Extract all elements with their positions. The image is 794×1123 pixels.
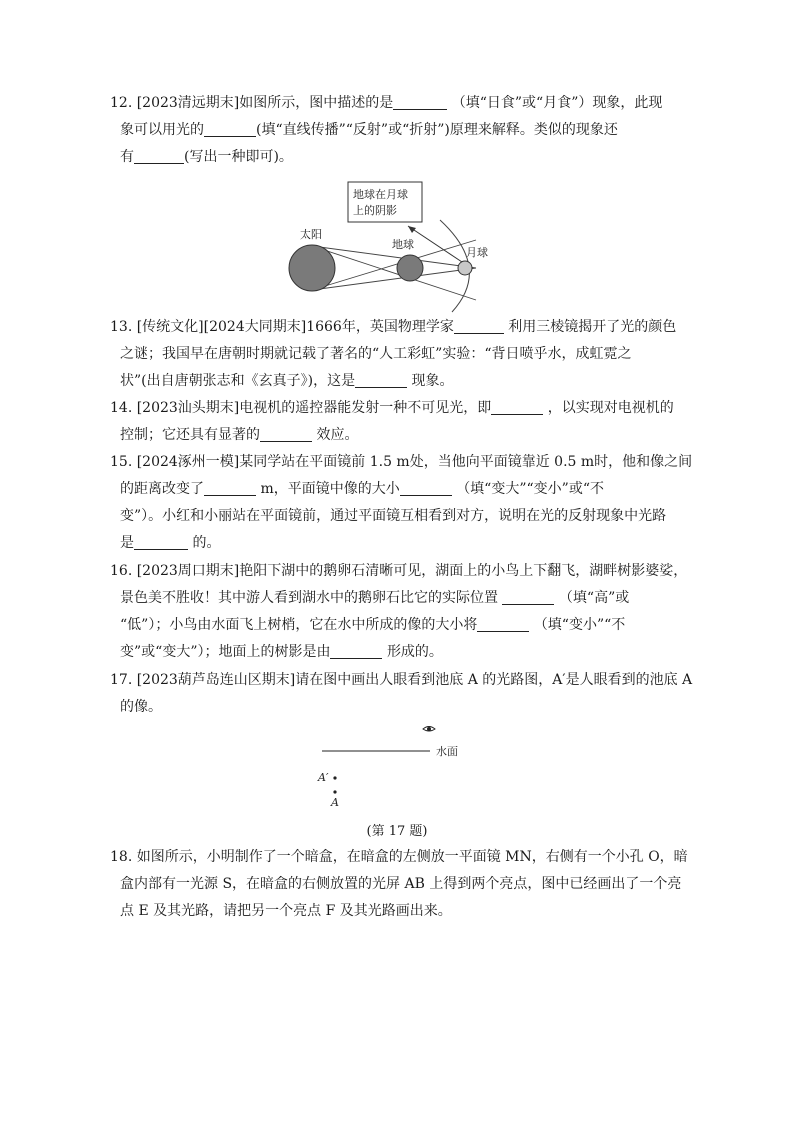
q16-blank-2[interactable] bbox=[477, 615, 529, 632]
q15-text-2c: （填“变大”“变小”或“不 bbox=[456, 481, 604, 497]
q15-text-4a: 是 bbox=[120, 535, 134, 551]
q12-text-3a: 有 bbox=[120, 149, 134, 165]
figure-17-caption: (第 17 题) bbox=[366, 824, 428, 839]
moon-label: 月球 bbox=[466, 246, 488, 259]
q12-text-2a: 象可以用光的 bbox=[120, 122, 204, 138]
q16-text-4b: 形成的。 bbox=[386, 644, 443, 660]
eye-icon bbox=[423, 727, 435, 732]
q15-text-1: 15. [2024涿州一模]某同学站在平面镜前 1.5 m处，当他向平面镜靠近 0.5 m时，他和像之间 bbox=[110, 454, 693, 470]
q13-text-3a: 状”(出自唐朝张志和《玄真子》)，这是 bbox=[120, 373, 356, 389]
question-12 bbox=[110, 90, 690, 171]
q18-text-1: 18. 如图所示，小明制作了一个暗盒，在暗盒的左侧放一平面镜 MN，右侧有一个小孔 O，暗 bbox=[110, 849, 688, 865]
q17-text-1: 17. [2023葫芦岛连山区期末]请在图中画出人眼看到池底 A 的光路图，A′是人眼看到的池底 A bbox=[110, 672, 693, 688]
q14-text-1b: ，以实现对电视机的 bbox=[547, 400, 674, 416]
q15-blank-2[interactable] bbox=[400, 479, 452, 496]
q16-text-3a: “低”）；小鸟由水面飞上树梢，它在水中所成的像的大小将 bbox=[120, 617, 478, 633]
q15-text-3: 变”）。小红和小丽站在平面镜前，通过平面镜互相看到对方，说明在光的反射现象中光路 bbox=[120, 508, 667, 524]
sun-label: 太阳 bbox=[300, 228, 322, 241]
q14-text-1a: 14. [2023汕头期末]电视机的遥控器能发射一种不可见光，即 bbox=[110, 400, 492, 416]
image-point-label: A′ bbox=[318, 771, 329, 784]
ray-cross-1 bbox=[312, 246, 476, 300]
shadow-label-line1: 地球在月球 bbox=[353, 188, 408, 201]
q16-blank-1[interactable] bbox=[502, 588, 554, 605]
q14-blank-2[interactable] bbox=[260, 425, 312, 442]
q13-blank-2[interactable] bbox=[355, 371, 407, 388]
sun-circle bbox=[289, 245, 335, 291]
q12-text-3b: (写出一种即可)。 bbox=[184, 149, 293, 165]
q14-text-2a: 控制；它还具有显著的 bbox=[120, 427, 260, 443]
water-surface-label: 水面 bbox=[436, 745, 458, 758]
q16-text-2b: （填“高”或 bbox=[558, 590, 630, 606]
point-a-label: A bbox=[331, 796, 339, 809]
q12-blank-3[interactable] bbox=[134, 147, 184, 164]
q13-blank-1[interactable] bbox=[454, 317, 504, 334]
q12-text-1a: 12. [2023清远期末]如图所示，图中描述的是 bbox=[110, 95, 394, 111]
q14-text-2b: 效应。 bbox=[316, 427, 359, 443]
q18-text-2: 盒内部有一光源 S，在暗盒的右侧放置的光屏 AB 上得到两个亮点，图中已经画出了一个亮 bbox=[120, 876, 682, 892]
q13-text-3b: 现象。 bbox=[411, 373, 454, 389]
q13-text-1a: 13. [传统文化][2024大同期末]1666年，英国物理学家 bbox=[110, 319, 454, 335]
q17-text-2: 的像。 bbox=[120, 699, 162, 715]
earth-label: 地球 bbox=[392, 238, 414, 251]
question-18 bbox=[110, 844, 690, 925]
label-arrowhead bbox=[408, 226, 416, 233]
moon-circle bbox=[458, 261, 472, 275]
q15-blank-1[interactable] bbox=[204, 479, 256, 496]
q16-text-4a: 变”或“变大”）；地面上的树影是由 bbox=[120, 644, 331, 660]
q16-text-2a: 景色美不胜收！其中游人看到湖水中的鹅卵石比它的实际位置 bbox=[120, 590, 498, 606]
q15-text-2b: m，平面镜中像的大小 bbox=[260, 481, 400, 497]
shadow-label-line2: 上的阴影 bbox=[353, 204, 397, 217]
q16-blank-3[interactable] bbox=[330, 642, 382, 659]
eclipse-diagram bbox=[280, 176, 510, 316]
q15-blank-3[interactable] bbox=[134, 533, 188, 550]
q16-text-1: 16. [2023周口期末]艳阳下湖中的鹅卵石清晰可见，湖面上的小鸟上下翻飞，湖畔树影婆娑， bbox=[110, 563, 688, 579]
ray-bottom-outer bbox=[312, 268, 476, 290]
point-a bbox=[333, 790, 336, 793]
pool-diagram bbox=[310, 720, 480, 820]
q18-text-3: 点 E 及其光路，请把另一个亮点 F 及其光路画出来。 bbox=[120, 903, 452, 919]
q12-text-1b: （填“日食”或“月食”）现象，此现 bbox=[451, 95, 663, 111]
q13-text-2: 之谜；我国早在唐朝时期就记载了著名的“人工彩虹”实验：“背日喷乎水，成虹霓之 bbox=[120, 346, 632, 362]
question-16 bbox=[110, 558, 690, 666]
q12-blank-2[interactable] bbox=[204, 120, 256, 137]
q13-text-1b: 利用三棱镜揭开了光的颜色 bbox=[508, 319, 677, 335]
question-14 bbox=[110, 395, 690, 449]
q15-text-4b: 的。 bbox=[192, 535, 221, 551]
image-point-a-prime bbox=[333, 776, 336, 779]
question-13 bbox=[110, 314, 690, 395]
question-15 bbox=[110, 449, 693, 557]
q12-blank-1[interactable] bbox=[393, 93, 447, 110]
q16-text-3b: （填“变小”“不 bbox=[533, 617, 626, 633]
question-17 bbox=[110, 667, 693, 721]
q14-blank-1[interactable] bbox=[491, 398, 543, 415]
earth-circle bbox=[397, 255, 423, 281]
q15-text-2a: 的距离改变了 bbox=[120, 481, 204, 497]
q12-text-2b: (填“直线传播”“反射”或“折射”)原理来解释。类似的现象还 bbox=[256, 122, 618, 138]
